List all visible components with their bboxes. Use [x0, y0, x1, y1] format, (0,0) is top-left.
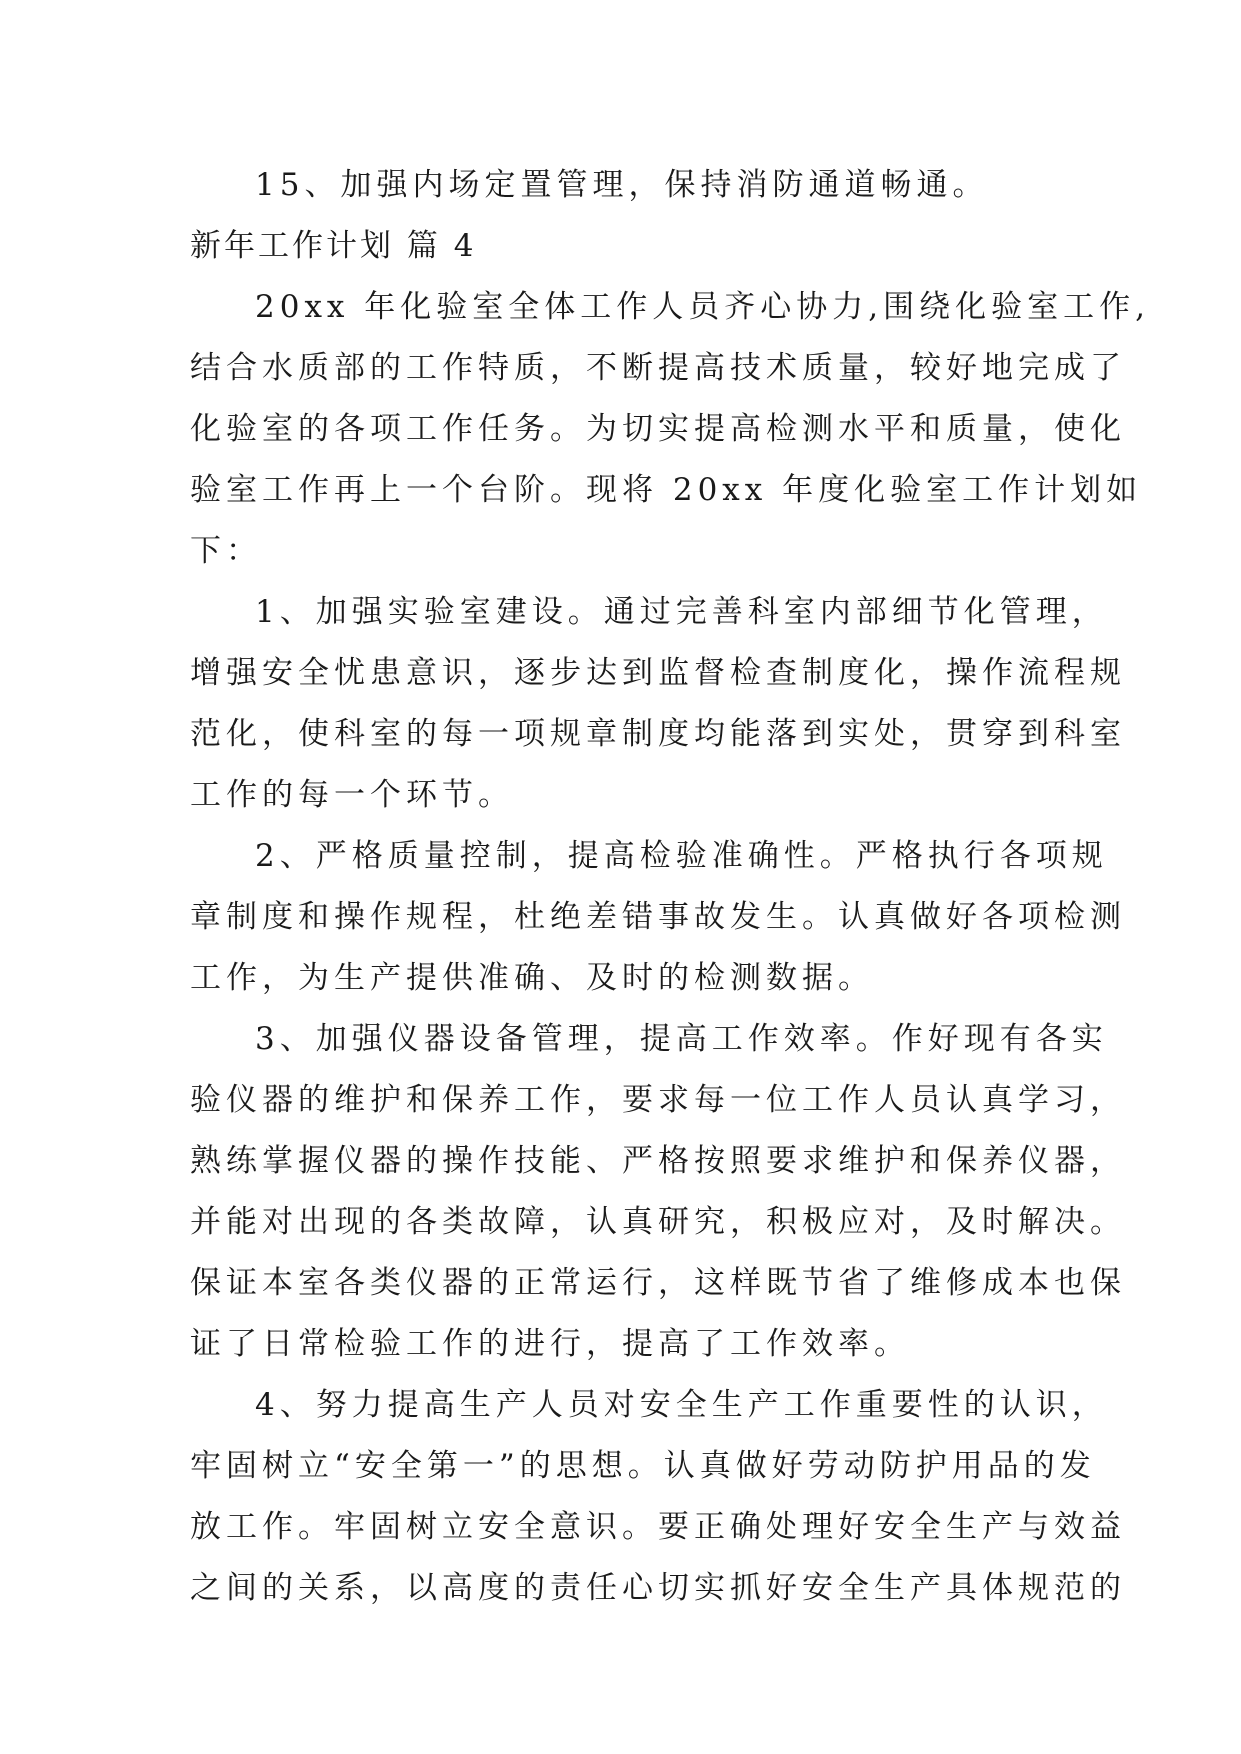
- paragraph-2-line: 章制度和操作规程，杜绝差错事故发生。认真做好各项检测: [190, 899, 1126, 935]
- paragraph-4-line: 放工作。牢固树立安全意识。要正确处理好安全生产与效益: [190, 1509, 1126, 1545]
- paragraph-1-line: 范化，使科室的每一项规章制度均能落到实处，贯穿到科室: [190, 716, 1126, 752]
- paragraph-4-line: 牢固树立“安全第一”的思想。认真做好劳动防护用品的发: [190, 1448, 1096, 1484]
- intro-line: 结合水质部的工作特质，不断提高技术质量，较好地完成了: [190, 350, 1126, 386]
- intro-line: 化验室的各项工作任务。为切实提高检测水平和质量，使化: [190, 411, 1126, 447]
- paragraph-4-line: 之间的关系，以高度的责任心切实抓好安全生产具体规范的: [190, 1570, 1126, 1606]
- paragraph-3-line: 证了日常检验工作的进行，提高了工作效率。: [190, 1326, 910, 1362]
- paragraph-3-line: 并能对出现的各类故障，认真研究，积极应对，及时解决。: [190, 1204, 1126, 1240]
- intro-line: 下：: [190, 533, 262, 569]
- paragraph-1-line: 增强安全忧患意识，逐步达到监督检查制度化，操作流程规: [190, 655, 1126, 691]
- paragraph-3-line: 保证本室各类仪器的正常运行，这样既节省了维修成本也保: [190, 1265, 1126, 1301]
- paragraph-4-line: 4、努力提高生产人员对安全生产工作重要性的认识，: [255, 1387, 1108, 1423]
- list-item-15: 15、加强内场定置管理，保持消防通道畅通。: [255, 167, 989, 203]
- paragraph-1-line: 工作的每一个环节。: [190, 777, 514, 813]
- paragraph-3-line: 熟练掌握仪器的操作技能、严格按照要求维护和保养仪器，: [190, 1143, 1126, 1179]
- paragraph-1-line: 1、加强实验室建设。通过完善科室内部细节化管理，: [255, 594, 1108, 630]
- paragraph-2-line: 工作，为生产提供准确、及时的检测数据。: [190, 960, 874, 996]
- intro-line: 20xx 年化验室全体工作人员齐心协力,围绕化验室工作,: [255, 289, 1150, 325]
- section-title: 新年工作计划 篇 4: [190, 228, 477, 264]
- paragraph-3-line: 3、加强仪器设备管理，提高工作效率。作好现有各实: [255, 1021, 1108, 1057]
- paragraph-2-line: 2、严格质量控制，提高检验准确性。严格执行各项规: [255, 838, 1108, 874]
- intro-line: 验室工作再上一个台阶。现将 20xx 年度化验室工作计划如: [190, 472, 1143, 508]
- paragraph-3-line: 验仪器的维护和保养工作，要求每一位工作人员认真学习，: [190, 1082, 1126, 1118]
